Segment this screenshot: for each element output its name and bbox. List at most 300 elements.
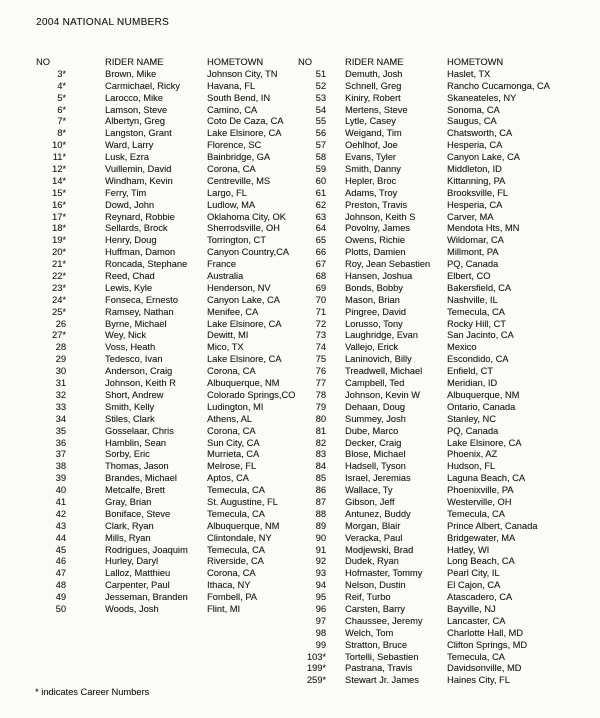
rider-number: 55 xyxy=(315,116,326,127)
table-row xyxy=(284,200,596,212)
table-row xyxy=(20,449,286,461)
rider-hometown: Sonoma, CA xyxy=(447,104,500,115)
rider-name: Lorusso, Tony xyxy=(345,318,403,329)
rider-name: Pingree, David xyxy=(345,306,406,317)
rider-hometown: Canyon Lake, CA xyxy=(207,294,280,305)
table-row xyxy=(284,378,596,390)
rider-name: Rodrigues, Joaquim xyxy=(105,544,188,555)
rider-name: Gosselaar, Chris xyxy=(105,425,174,436)
table-row xyxy=(284,497,596,509)
rider-hometown: Havana, FL xyxy=(207,80,256,91)
table-row xyxy=(284,128,596,140)
rider-name: Reif, Turbo xyxy=(345,592,391,603)
table-row xyxy=(20,592,286,604)
rider-name: Chaussee, Jeremy xyxy=(345,615,423,626)
rider-number: 66 xyxy=(315,247,326,258)
table-row xyxy=(20,128,286,140)
rider-number: 76 xyxy=(315,366,326,377)
rider-name: Lewis, Kyle xyxy=(105,282,153,293)
rider-name: Smith, Kelly xyxy=(105,401,155,412)
table-row xyxy=(20,271,286,283)
rider-name: Evans, Tyler xyxy=(345,152,396,163)
rider-hometown: Largo, FL xyxy=(207,187,247,198)
rider-name: Stewart Jr. James xyxy=(345,675,419,686)
rider-number: 78 xyxy=(315,389,326,400)
rider-name: Fonseca, Ernesto xyxy=(105,294,178,305)
rider-hometown: Menifee, CA xyxy=(207,306,259,317)
rider-hometown: Lake Elsinore, CA xyxy=(207,354,282,365)
rider-name: Demuth, Josh xyxy=(345,68,403,79)
rider-number: 26 xyxy=(55,318,66,329)
rider-name: Lytle, Casey xyxy=(345,116,396,127)
rider-hometown: Bakersfield, CA xyxy=(447,282,512,293)
rider-name: Albertyn, Greg xyxy=(105,116,165,127)
table-row xyxy=(284,438,596,450)
rider-name: Gibson, Jeff xyxy=(345,496,395,507)
rider-hometown: Centreville, MS xyxy=(207,175,271,186)
table-row xyxy=(20,188,286,200)
rider-name: Johnson, Kevin W xyxy=(345,389,420,400)
rider-number: 67 xyxy=(315,259,326,270)
table-row xyxy=(284,414,596,426)
rider-hometown: Atascadero, CA xyxy=(447,592,513,603)
table-row xyxy=(284,616,596,628)
rider-number: 37 xyxy=(55,449,66,460)
rider-hometown: Flint, MI xyxy=(207,603,241,614)
rider-name: Veracka, Paul xyxy=(345,532,403,543)
rider-number: 69 xyxy=(315,282,326,293)
column-header-rider: RIDER NAME xyxy=(345,57,404,67)
table-row xyxy=(20,533,286,545)
rider-name: Morgan, Blair xyxy=(345,520,401,531)
table-row xyxy=(284,628,596,640)
rider-hometown: Pearl City, IL xyxy=(447,568,500,579)
table-row xyxy=(20,152,286,164)
rider-number: 31 xyxy=(55,378,66,389)
rider-number: 44 xyxy=(55,532,66,543)
rider-number: 64 xyxy=(315,223,326,234)
table-row xyxy=(20,116,286,128)
rider-hometown: Temecula, CA xyxy=(447,651,505,662)
table-row xyxy=(20,426,286,438)
rider-number: 50 xyxy=(55,603,66,614)
rider-hometown: Lake Elsinore, CA xyxy=(207,318,282,329)
rider-number: 23* xyxy=(52,282,66,293)
rider-name: Campbell, Ted xyxy=(345,378,405,389)
rider-hometown: Phoenixville, PA xyxy=(447,485,514,496)
rider-name: Woods, Josh xyxy=(105,603,159,614)
rider-hometown: Clifton Springs, MD xyxy=(447,639,528,650)
rider-number: 95 xyxy=(315,592,326,603)
rider-hometown: Canyon Lake, CA xyxy=(447,152,520,163)
riders-column-left xyxy=(20,57,296,616)
table-row xyxy=(284,604,596,616)
rider-hometown: Colorado Springs,CO xyxy=(207,389,296,400)
rider-number: 75 xyxy=(315,354,326,365)
rider-rows-right xyxy=(284,69,596,687)
rider-hometown: South Bend, IN xyxy=(207,92,271,103)
table-row xyxy=(20,105,286,117)
rider-number: 36 xyxy=(55,437,66,448)
table-row xyxy=(284,188,596,200)
page-title: 2004 NATIONAL NUMBERS xyxy=(36,17,170,28)
table-row xyxy=(284,426,596,438)
table-row xyxy=(284,295,596,307)
table-row xyxy=(284,533,596,545)
table-row xyxy=(284,556,596,568)
rider-name: Lamson, Steve xyxy=(105,104,168,115)
rider-number: 83 xyxy=(315,449,326,460)
rider-number: 52 xyxy=(315,80,326,91)
column-header-rider: RIDER NAME xyxy=(105,57,164,67)
rider-hometown: Bayville, NJ xyxy=(447,603,496,614)
table-row xyxy=(20,378,286,390)
rider-hometown: Camino, CA xyxy=(207,104,258,115)
rider-hometown: Johnson City, TN xyxy=(207,68,278,79)
table-row xyxy=(284,330,596,342)
rider-number: 57 xyxy=(315,140,326,151)
table-row xyxy=(284,176,596,188)
rider-hometown: Meridian, ID xyxy=(447,378,498,389)
rider-hometown: Florence, SC xyxy=(207,140,262,151)
rider-name: Langston, Grant xyxy=(105,128,172,139)
table-row xyxy=(284,235,596,247)
rider-hometown: Wildomar, CA xyxy=(447,235,504,246)
rider-hometown: Rancho Cucamonga, CA xyxy=(447,80,550,91)
rider-hometown: Elbert, CO xyxy=(447,271,491,282)
rider-number: 14* xyxy=(52,175,66,186)
rider-hometown: Bainbridge, GA xyxy=(207,152,271,163)
rider-name: Povolny, James xyxy=(345,223,410,234)
table-row xyxy=(284,366,596,378)
table-row xyxy=(20,212,286,224)
table-row xyxy=(20,223,286,235)
rider-number: 46 xyxy=(55,556,66,567)
table-row xyxy=(284,461,596,473)
rider-number: 80 xyxy=(315,413,326,424)
rider-hometown: Albuquerque, NM xyxy=(447,389,520,400)
rider-number: 56 xyxy=(315,128,326,139)
rider-number: 87 xyxy=(315,496,326,507)
rider-number: 11* xyxy=(52,152,66,163)
rider-hometown: Sun City, CA xyxy=(207,437,260,448)
table-row xyxy=(284,81,596,93)
rider-name: Lalloz, Matthieu xyxy=(105,568,171,579)
rider-number: 73 xyxy=(315,330,326,341)
rider-hometown: Mexico xyxy=(447,342,477,353)
rider-name: Wallace, Ty xyxy=(345,485,393,496)
table-row xyxy=(20,568,286,580)
rider-name: Ward, Larry xyxy=(105,140,154,151)
rider-name: Reynard, Robbie xyxy=(105,211,175,222)
rider-hometown: Millmont, PA xyxy=(447,247,499,258)
table-row xyxy=(284,354,596,366)
column-header-hometown: HOMETOWN xyxy=(447,57,504,67)
rider-hometown: Carver, MA xyxy=(447,211,494,222)
rider-hometown: Albuquerque, NM xyxy=(207,520,280,531)
rider-hometown: Kittanning, PA xyxy=(447,175,506,186)
table-row xyxy=(20,259,286,271)
rider-hometown: Brooksville, FL xyxy=(447,187,508,198)
table-row xyxy=(284,164,596,176)
rider-number: 84 xyxy=(315,461,326,472)
table-row xyxy=(20,473,286,485)
rider-name: Roncada, Stephane xyxy=(105,259,188,270)
rider-number: 54 xyxy=(315,104,326,115)
rider-name: Blose, Michael xyxy=(345,449,406,460)
rider-name: Weigand, Tim xyxy=(345,128,402,139)
table-row xyxy=(20,69,286,81)
rider-name: Treadwell, Michael xyxy=(345,366,423,377)
table-header-left xyxy=(20,57,286,69)
rider-number: 41 xyxy=(55,496,66,507)
rider-name: Nelson, Dustin xyxy=(345,580,406,591)
rider-name: Dowd, John xyxy=(105,199,155,210)
rider-hometown: Middleton, ID xyxy=(447,164,502,175)
rider-number: 25* xyxy=(52,306,66,317)
table-row xyxy=(284,509,596,521)
rider-number: 63 xyxy=(315,211,326,222)
rider-number: 91 xyxy=(315,544,326,555)
table-row xyxy=(20,604,286,616)
rider-hometown: Hatley, WI xyxy=(447,544,490,555)
rider-number: 86 xyxy=(315,485,326,496)
rider-name: Hansen, Joshua xyxy=(345,271,413,282)
rider-name: Kiniry, Robert xyxy=(345,92,401,103)
rider-hometown: Lake Elsinore, CA xyxy=(207,128,282,139)
rider-number: 96 xyxy=(315,603,326,614)
rider-name: Laninovich, Billy xyxy=(345,354,412,365)
rider-hometown: Canyon Country,CA xyxy=(207,247,289,258)
rider-number: 82 xyxy=(315,437,326,448)
table-row xyxy=(20,81,286,93)
rider-number: 20* xyxy=(52,247,66,258)
rider-hometown: Athens, AL xyxy=(207,413,252,424)
rider-name: Laughridge, Evan xyxy=(345,330,418,341)
rider-hometown: Ludlow, MA xyxy=(207,199,256,210)
table-row xyxy=(284,652,596,664)
rider-number: 12* xyxy=(52,164,66,175)
rider-hometown: Temecula, CA xyxy=(447,508,505,519)
rider-number: 93 xyxy=(315,568,326,579)
rider-number: 259* xyxy=(306,675,326,686)
table-row xyxy=(20,307,286,319)
rider-hometown: PQ, Canada xyxy=(447,259,499,270)
table-row xyxy=(20,497,286,509)
rider-number: 32 xyxy=(55,389,66,400)
rider-hometown: Mendota Hts, MN xyxy=(447,223,520,234)
table-row xyxy=(284,307,596,319)
rider-hometown: Escondido, CA xyxy=(447,354,509,365)
table-row xyxy=(20,140,286,152)
rider-name: Smith, Danny xyxy=(345,164,401,175)
rider-name: Hamblin, Sean xyxy=(105,437,166,448)
table-row xyxy=(20,247,289,259)
rider-name: Welch, Tom xyxy=(345,627,394,638)
rider-name: Summey, Josh xyxy=(345,413,406,424)
rider-hometown: Corona, CA xyxy=(207,568,256,579)
table-row xyxy=(284,675,596,687)
table-row xyxy=(284,545,596,557)
table-row xyxy=(284,271,596,283)
rider-hometown: Mico, TX xyxy=(207,342,244,353)
rider-name: Brandes, Michael xyxy=(105,473,177,484)
rider-number: 21* xyxy=(52,259,66,270)
rider-hometown: Haslet, TX xyxy=(447,68,491,79)
table-row xyxy=(284,390,596,402)
rider-name: Carsten, Barry xyxy=(345,603,405,614)
table-header-right xyxy=(284,57,596,69)
rider-number: 61 xyxy=(315,187,326,198)
rider-hometown: Henderson, NV xyxy=(207,282,271,293)
rider-name: Jesseman, Branden xyxy=(105,592,188,603)
table-row xyxy=(20,389,296,402)
rider-number: 19* xyxy=(52,235,66,246)
rider-number: 10* xyxy=(52,140,66,151)
table-row xyxy=(20,295,286,307)
rider-hometown: Corona, CA xyxy=(207,366,256,377)
rider-hometown: Australia xyxy=(207,271,244,282)
rider-name: Stratton, Bruce xyxy=(345,639,408,650)
rider-name: Carmichael, Ricky xyxy=(105,80,180,91)
rider-name: Preston, Travis xyxy=(345,199,408,210)
rider-number: 98 xyxy=(315,627,326,638)
rider-number: 88 xyxy=(315,508,326,519)
rider-number: 8* xyxy=(57,128,66,139)
rider-number: 43 xyxy=(55,520,66,531)
rider-hometown: Clintondale, NY xyxy=(207,532,272,543)
table-row xyxy=(20,521,286,533)
rider-name: Clark, Ryan xyxy=(105,520,154,531)
rider-name: Antunez, Buddy xyxy=(345,508,411,519)
rider-number: 42 xyxy=(55,508,66,519)
rider-name: Stiles, Clark xyxy=(105,413,155,424)
rider-name: Voss, Heath xyxy=(105,342,156,353)
rider-name: Hurley, Daryl xyxy=(105,556,159,567)
column-header-no: NO xyxy=(298,57,312,67)
table-row xyxy=(20,200,286,212)
rider-number: 3* xyxy=(57,68,66,79)
rider-hometown: France xyxy=(207,259,236,270)
rider-number: 45 xyxy=(55,544,66,555)
rider-number: 28 xyxy=(55,342,66,353)
rider-hometown: Melrose, FL xyxy=(207,461,257,472)
rider-name: Decker, Craig xyxy=(345,437,402,448)
table-row xyxy=(284,342,596,354)
rider-hometown: Davidsonville, MD xyxy=(447,663,522,674)
table-row xyxy=(20,509,286,521)
rider-name: Schnell, Greg xyxy=(345,80,402,91)
table-row xyxy=(20,164,286,176)
table-row xyxy=(284,259,596,271)
table-row xyxy=(284,402,596,414)
table-row xyxy=(284,663,596,675)
rider-hometown: St. Augustine, FL xyxy=(207,496,278,507)
rider-number: 17* xyxy=(52,211,66,222)
rider-name: Ramsey, Nathan xyxy=(105,306,174,317)
table-row xyxy=(20,461,286,473)
rider-name: Roy, Jean Sebastien xyxy=(345,259,431,270)
riders-column-right xyxy=(284,57,596,687)
rider-number: 97 xyxy=(315,615,326,626)
rider-hometown: Chatsworth, CA xyxy=(447,128,513,139)
column-header-no: NO xyxy=(36,57,50,67)
rider-hometown: PQ, Canada xyxy=(447,425,499,436)
rider-hometown: Temecula, CA xyxy=(207,485,265,496)
rider-hometown: Temecula, CA xyxy=(207,544,265,555)
rider-name: Sorby, Eric xyxy=(105,449,150,460)
rider-name: Boniface, Steve xyxy=(105,508,171,519)
rider-hometown: Dewitt, MI xyxy=(207,330,249,341)
rider-number: 4* xyxy=(57,80,66,91)
rider-name: Ferry, Tim xyxy=(105,187,147,198)
table-row xyxy=(284,152,596,164)
table-row xyxy=(284,212,596,224)
rider-number: 49 xyxy=(55,592,66,603)
rider-name: Plotts, Damien xyxy=(345,247,406,258)
rider-hometown: Nashville, IL xyxy=(447,294,498,305)
table-row xyxy=(284,640,596,652)
rider-number: 62 xyxy=(315,199,326,210)
rider-name: Mason, Brian xyxy=(345,294,400,305)
rider-number: 24* xyxy=(52,294,66,305)
rider-number: 74 xyxy=(315,342,326,353)
table-row xyxy=(20,438,286,450)
rider-name: Sellards, Brock xyxy=(105,223,168,234)
table-row xyxy=(20,176,286,188)
table-row xyxy=(20,330,286,342)
rider-number: 58 xyxy=(315,152,326,163)
table-row xyxy=(20,545,286,557)
rider-number: 16* xyxy=(52,199,66,210)
rider-name: Gray, Brian xyxy=(105,496,152,507)
table-row xyxy=(284,568,596,580)
rider-name: Tedesco, Ivan xyxy=(105,354,163,365)
rider-name: Tortelli, Sebastien xyxy=(345,651,419,662)
rider-number: 71 xyxy=(315,306,326,317)
rider-number: 33 xyxy=(55,401,66,412)
table-row xyxy=(20,342,286,354)
rider-number: 38 xyxy=(55,461,66,472)
rider-hometown: San Jacinto, CA xyxy=(447,330,514,341)
rider-name: Lusk, Ezra xyxy=(105,152,149,163)
rider-name: Pastrana, Travis xyxy=(345,663,413,674)
table-row xyxy=(284,473,596,485)
rider-hometown: Charlotte Hall, MD xyxy=(447,627,523,638)
rider-number: 51 xyxy=(315,68,326,79)
rider-number: 79 xyxy=(315,401,326,412)
table-row xyxy=(20,354,286,366)
rider-number: 34 xyxy=(55,413,66,424)
rider-hometown: Sherrodsville, OH xyxy=(207,223,280,234)
table-row xyxy=(20,235,286,247)
rider-rows-left xyxy=(20,68,296,616)
rider-name: Huffman, Damon xyxy=(105,247,176,258)
table-row xyxy=(20,580,286,592)
rider-hometown: Phoenix, AZ xyxy=(447,449,498,460)
rider-number: 70 xyxy=(315,294,326,305)
rider-number: 103* xyxy=(306,651,326,662)
rider-name: Hadsell, Tyson xyxy=(345,461,406,472)
table-row xyxy=(20,414,286,426)
table-row xyxy=(284,521,596,533)
table-row xyxy=(20,283,286,295)
rider-number: 7* xyxy=(57,116,66,127)
rider-name: Thomas, Jason xyxy=(105,461,169,472)
rider-number: 39 xyxy=(55,473,66,484)
table-row xyxy=(20,485,286,497)
table-row xyxy=(284,319,596,331)
